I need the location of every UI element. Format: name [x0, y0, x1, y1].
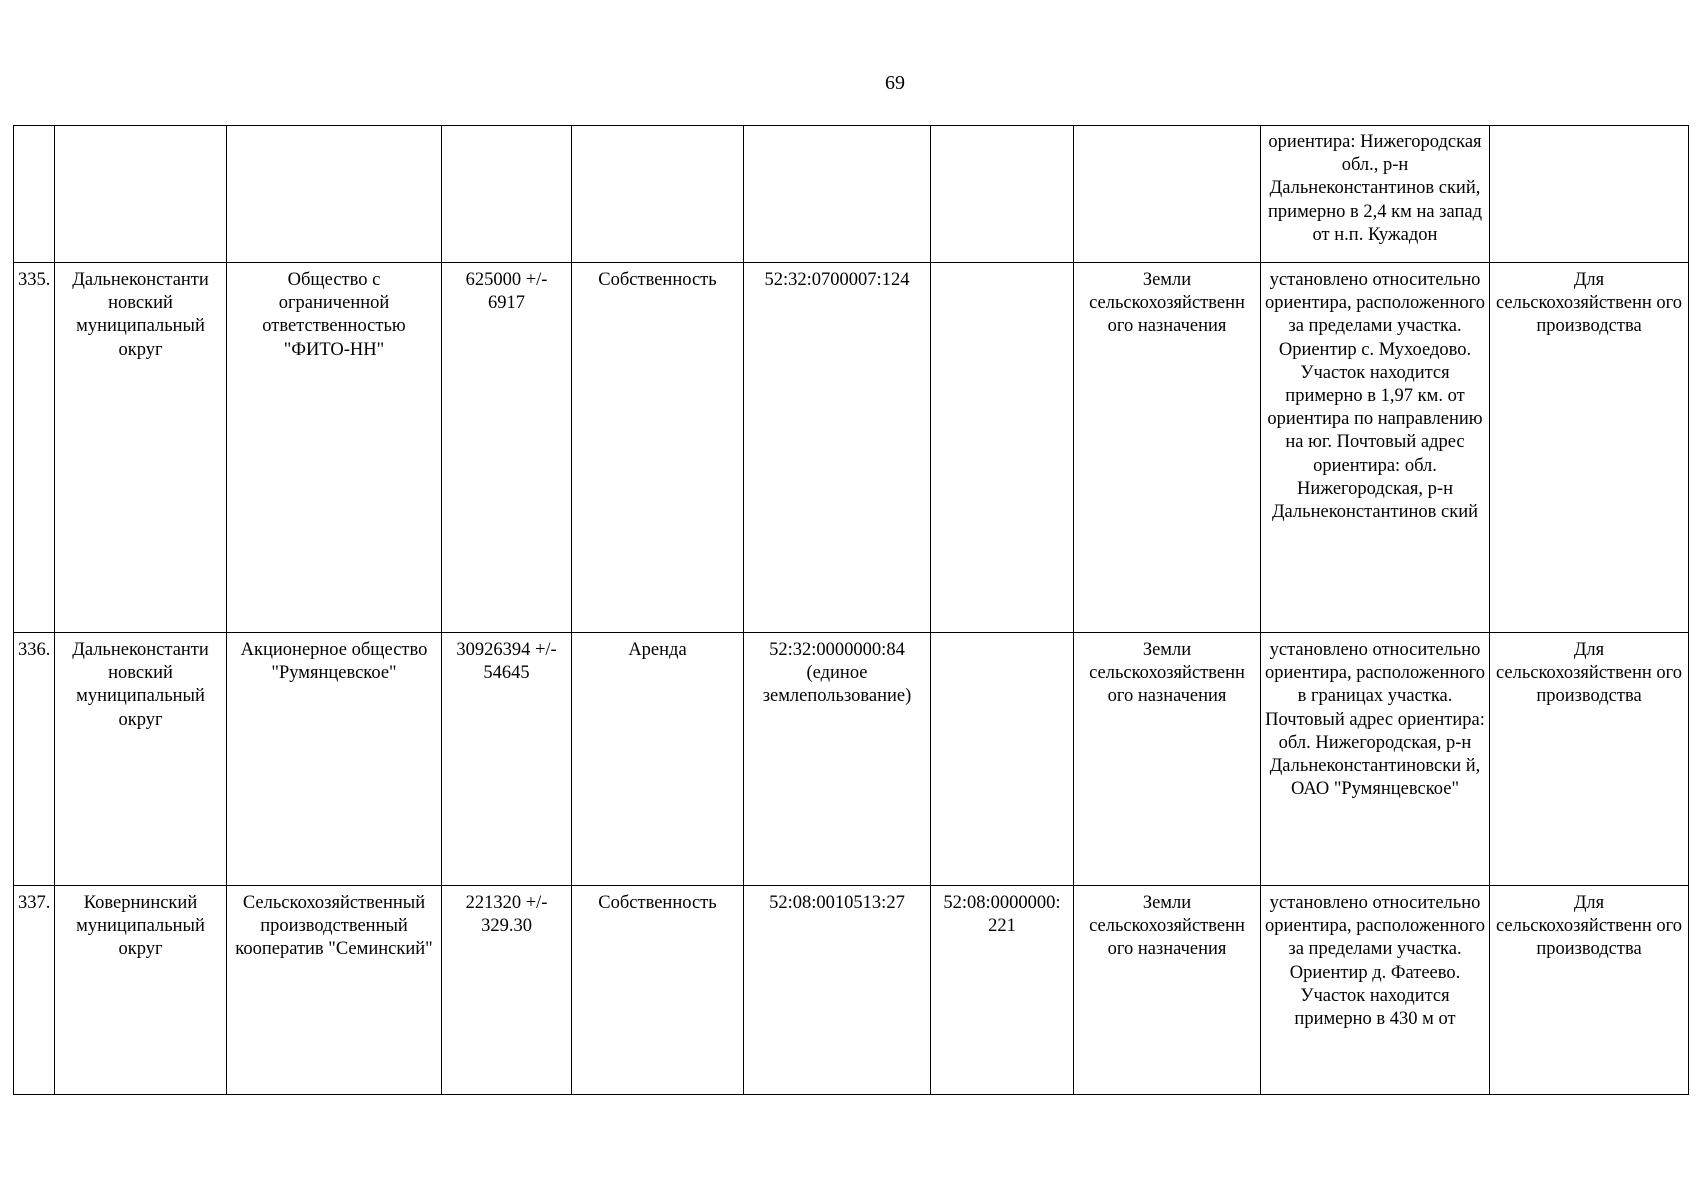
cell-right-type	[572, 126, 744, 263]
cell-land-category: Земли сельскохозяйственн ого назначения	[1074, 886, 1261, 1095]
cell-cadastral-number	[744, 126, 931, 263]
cell-permitted-use: Для сельскохозяйственн ого производства	[1490, 633, 1689, 886]
cell-location: установлено относительно ориентира, расположенного в границах участка. Почтовый адрес ориентира: обл. Нижегородская, р-н Дальнеконстантиновски й, ОАО "Румянцевское"	[1261, 633, 1490, 886]
cell-permitted-use: Для сельскохозяйственн ого производства	[1490, 886, 1689, 1095]
cell-number: 335.	[14, 263, 55, 633]
cell-parent-cadastral-number	[931, 633, 1074, 886]
cell-area: 30926394 +/- 54645	[442, 633, 572, 886]
page-number: 69	[885, 72, 905, 94]
cell-land-category	[1074, 126, 1261, 263]
cell-permitted-use	[1490, 126, 1689, 263]
cell-owner: Общество с ограниченной ответственностью "ФИТО-НН"	[227, 263, 442, 633]
cell-district	[55, 126, 227, 263]
cell-cadastral-number: 52:32:0700007:124	[744, 263, 931, 633]
cell-location: установлено относительно ориентира, расположенного за пределами участка. Ориентир с. Мухоедово. Участок находится примерно в 1,97 км. от ориентира по направлению на юг. Почтовый адрес ориентира: обл. Нижегородская, р-н Дальнеконстантинов ский	[1261, 263, 1490, 633]
cell-permitted-use: Для сельскохозяйственн ого производства	[1490, 263, 1689, 633]
cell-parent-cadastral-number	[931, 263, 1074, 633]
land-registry-table	[13, 125, 1689, 1095]
cell-parent-cadastral-number: 52:08:0000000: 221	[931, 886, 1074, 1095]
cell-district: Дальнеконстанти новский муниципальный округ	[55, 263, 227, 633]
table-row	[14, 263, 1689, 633]
cell-area	[442, 126, 572, 263]
cell-land-category: Земли сельскохозяйственн ого назначения	[1074, 633, 1261, 886]
cell-location: ориентира: Нижегородская обл., р-н Дальнеконстантинов ский, примерно в 2,4 км на запад от н.п. Кужадон	[1261, 126, 1490, 263]
cell-location: установлено относительно ориентира, расположенного за пределами участка. Ориентир д. Фатеево. Участок находится примерно в 430 м от	[1261, 886, 1490, 1095]
cell-right-type: Аренда	[572, 633, 744, 886]
table-row-continuation	[14, 126, 1689, 263]
table-row	[14, 886, 1689, 1095]
cell-right-type: Собственность	[572, 886, 744, 1095]
cell-land-category: Земли сельскохозяйственн ого назначения	[1074, 263, 1261, 633]
cell-number: 337.	[14, 886, 55, 1095]
cell-owner: Акционерное общество "Румянцевское"	[227, 633, 442, 886]
cell-number	[14, 126, 55, 263]
cell-cadastral-number: 52:32:0000000:84 (единое землепользование)	[744, 633, 931, 886]
table-row	[14, 633, 1689, 886]
cell-right-type: Собственность	[572, 263, 744, 633]
cell-area: 625000 +/- 6917	[442, 263, 572, 633]
cell-district: Дальнеконстанти новский муниципальный округ	[55, 633, 227, 886]
cell-number: 336.	[14, 633, 55, 886]
cell-parent-cadastral-number	[931, 126, 1074, 263]
cell-owner	[227, 126, 442, 263]
cell-district: Ковернинский муниципальный округ	[55, 886, 227, 1095]
cell-area: 221320 +/- 329.30	[442, 886, 572, 1095]
cell-cadastral-number: 52:08:0010513:27	[744, 886, 931, 1095]
cell-owner: Сельскохозяйственный производственный кооператив "Семинский"	[227, 886, 442, 1095]
